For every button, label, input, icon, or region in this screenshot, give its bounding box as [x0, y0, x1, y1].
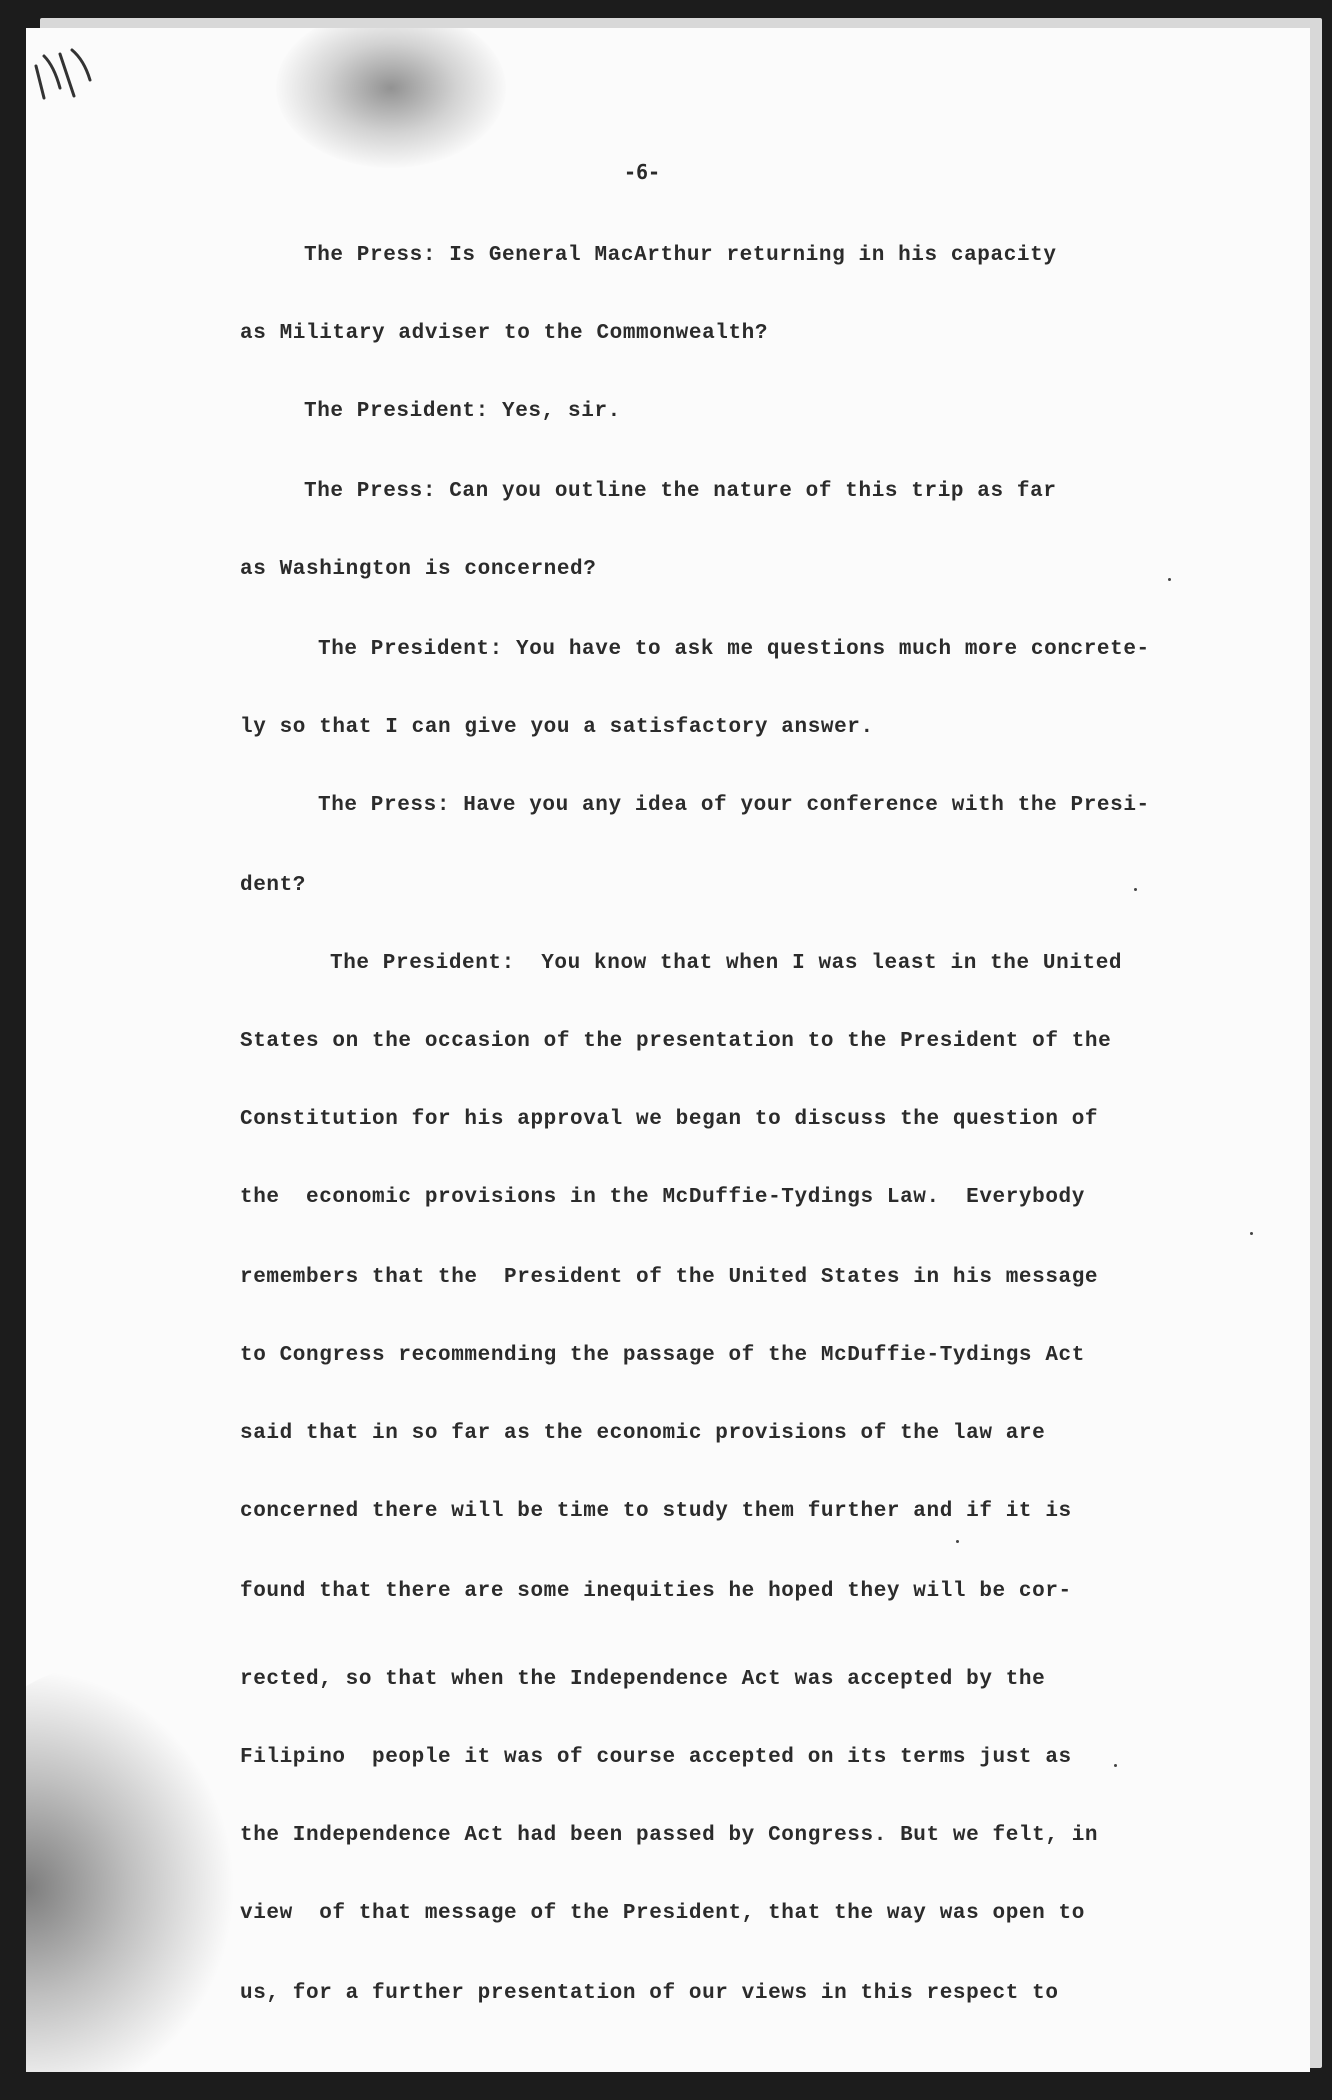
text-line: rected, so that when the Independence Act was accepted by the — [240, 1668, 1046, 1691]
text-line: to Congress recommending the passage of the McDuffie-Tydings Act — [240, 1344, 1085, 1367]
text-line: States on the occasion of the presentation to the President of the — [240, 1030, 1112, 1053]
text-line: as Military adviser to the Commonwealth? — [240, 322, 769, 345]
text-line: Filipino people it was of course accepted on its terms just as — [240, 1746, 1072, 1769]
text-line: The President: Yes, sir. — [304, 400, 621, 423]
text-line: dent? — [240, 874, 307, 897]
text-line: The Press: Can you outline the nature of this trip as far — [304, 480, 1057, 503]
text-line: view of that message of the President, that the way was open to — [240, 1902, 1085, 1925]
ink-speck — [1168, 578, 1171, 581]
text-line: The Press: Is General MacArthur returning in his capacity — [304, 244, 1057, 267]
text-line: concerned there will be time to study them further and if it is — [240, 1500, 1072, 1523]
text-line: found that there are some inequities he hoped they will be cor- — [240, 1580, 1072, 1603]
text-line: Constitution for his approval we began to discuss the question of — [240, 1108, 1099, 1131]
ink-speck — [1250, 1232, 1253, 1235]
text-line: us, for a further presentation of our views in this respect to — [240, 1982, 1059, 2005]
corner-smudge — [26, 1668, 236, 2072]
text-line: ly so that I can give you a satisfactory answer. — [240, 716, 874, 739]
text-line: said that in so far as the economic provisions of the law are — [240, 1422, 1046, 1445]
text-line: as Washington is concerned? — [240, 558, 597, 581]
document-page — [26, 28, 1310, 2072]
text-line: remembers that the President of the United States in his message — [240, 1266, 1099, 1289]
ink-speck — [1114, 1764, 1117, 1767]
ink-speck — [956, 1540, 959, 1543]
text-line: the economic provisions in the McDuffie-Tydings Law. Everybody — [240, 1186, 1085, 1209]
handwritten-mark-icon — [30, 36, 100, 106]
text-line: The President: You have to ask me questions much more concrete- — [318, 638, 1150, 661]
top-smudge — [276, 28, 506, 168]
text-line: the Independence Act had been passed by Congress. But we felt, in — [240, 1824, 1099, 1847]
text-line: The President: You know that when I was least in the United — [330, 952, 1123, 975]
text-line: The Press: Have you any idea of your conference with the Presi- — [318, 794, 1150, 817]
ink-speck — [1134, 888, 1137, 891]
page-number: -6- — [623, 160, 661, 184]
